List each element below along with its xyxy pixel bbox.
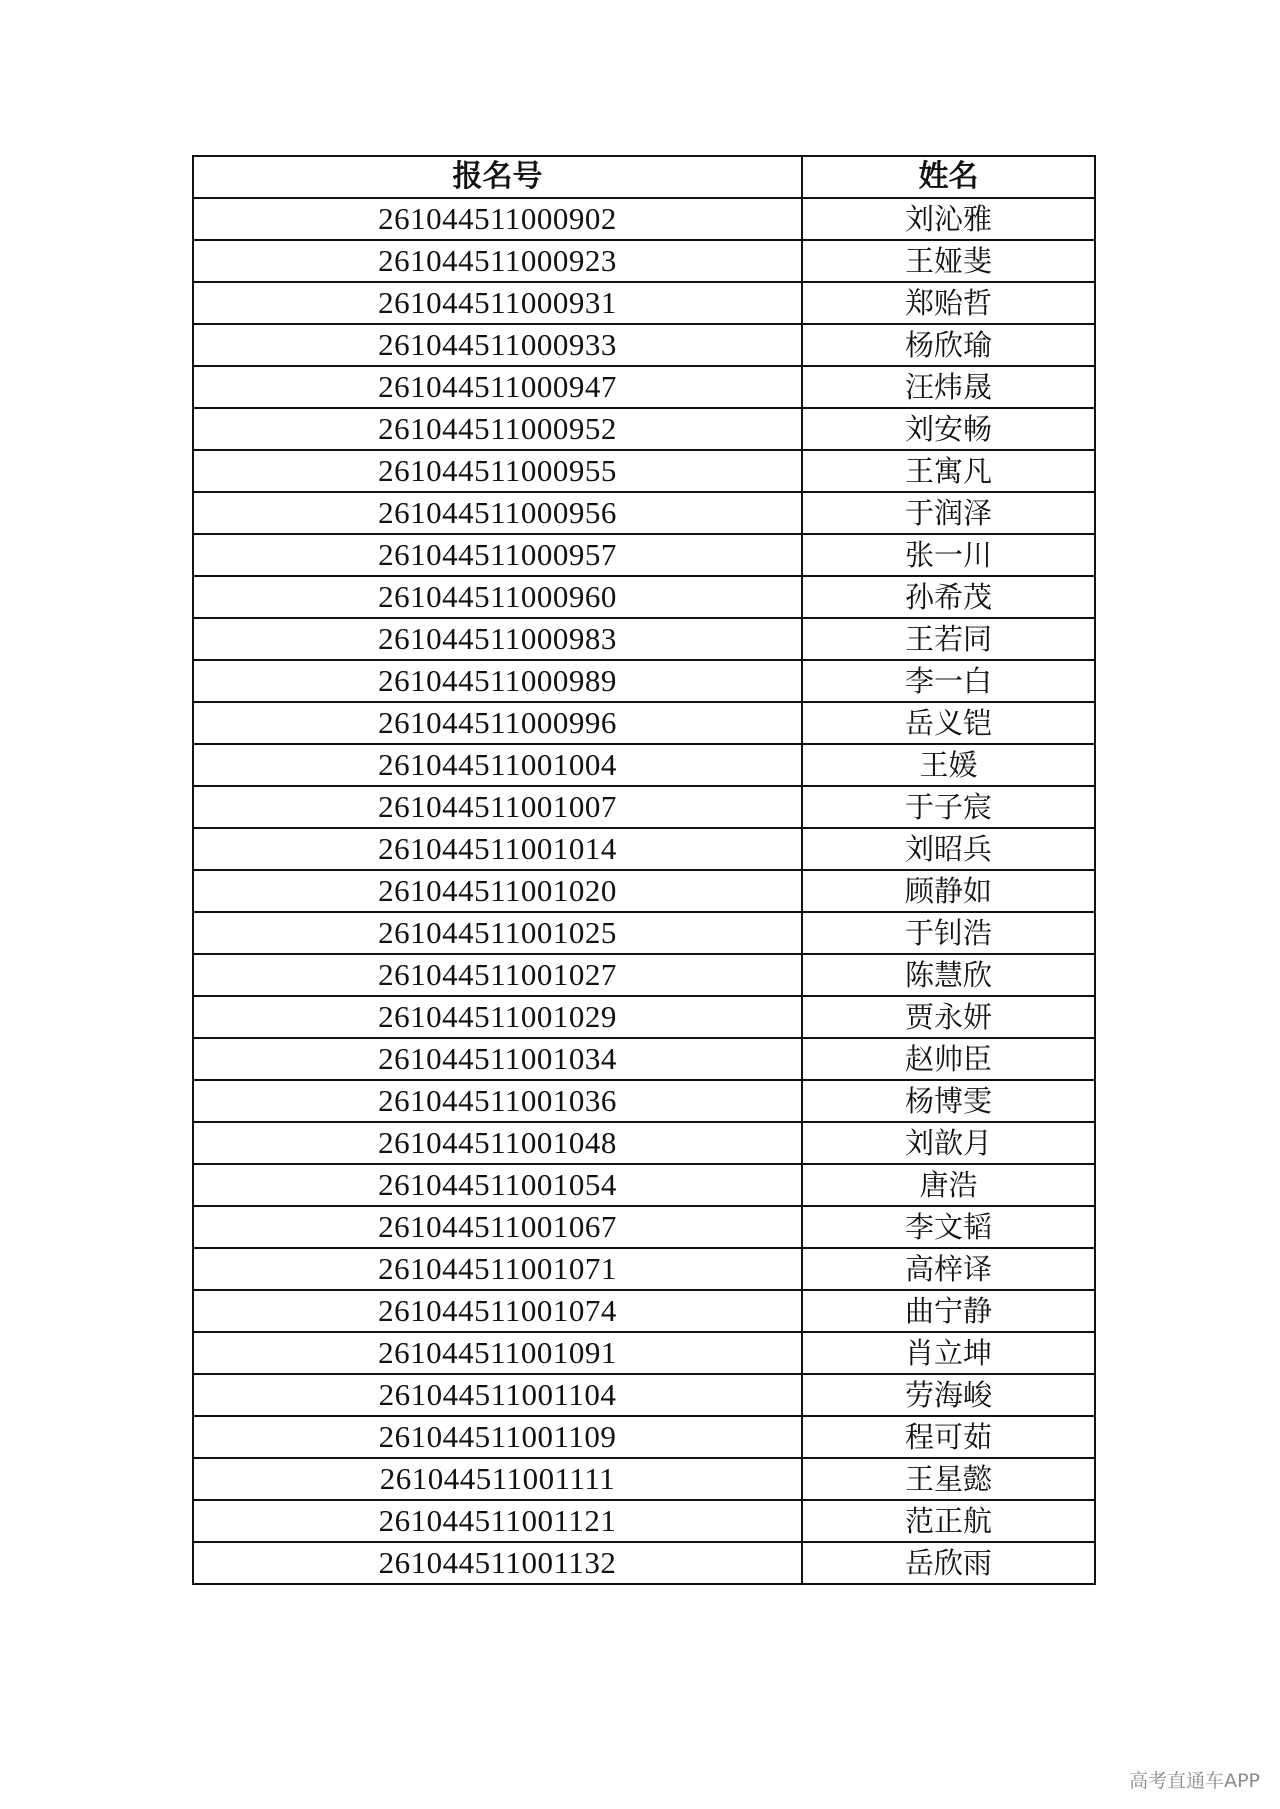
name-cell: 刘沁雅 [802, 198, 1095, 240]
column-header-name: 姓名 [802, 156, 1095, 198]
table-row [193, 492, 1095, 534]
table-row [193, 1374, 1095, 1416]
table-row [193, 1332, 1095, 1374]
name-cell: 顾静如 [802, 870, 1095, 912]
registration-number-cell: 261044511001036 [193, 1080, 802, 1122]
registration-number-cell: 261044511001014 [193, 828, 802, 870]
name-cell: 刘歆月 [802, 1122, 1095, 1164]
registration-number-cell: 261044511001027 [193, 954, 802, 996]
registration-number-cell: 261044511001025 [193, 912, 802, 954]
registration-number-cell: 261044511001074 [193, 1290, 802, 1332]
registration-table [192, 155, 1096, 1585]
table-row [193, 534, 1095, 576]
name-cell: 王媛 [802, 744, 1095, 786]
registration-number-cell: 261044511000947 [193, 366, 802, 408]
name-cell: 王若同 [802, 618, 1095, 660]
name-cell: 于钊浩 [802, 912, 1095, 954]
column-header-registration-number: 报名号 [193, 156, 802, 198]
table-row [193, 744, 1095, 786]
registration-number-cell: 261044511000957 [193, 534, 802, 576]
table-body [193, 198, 1095, 1584]
name-cell: 劳海峻 [802, 1374, 1095, 1416]
name-cell: 张一川 [802, 534, 1095, 576]
table-row [193, 1038, 1095, 1080]
name-cell: 岳欣雨 [802, 1542, 1095, 1584]
registration-number-cell: 261044511000902 [193, 198, 802, 240]
registration-number-cell: 261044511001104 [193, 1374, 802, 1416]
name-cell: 郑贻哲 [802, 282, 1095, 324]
registration-number-cell: 261044511001029 [193, 996, 802, 1038]
registration-number-cell: 261044511000923 [193, 240, 802, 282]
registration-number-cell: 261044511000952 [193, 408, 802, 450]
table-row [193, 1122, 1095, 1164]
table-row [193, 912, 1095, 954]
table-row [193, 198, 1095, 240]
table-row [193, 324, 1095, 366]
registration-number-cell: 261044511001109 [193, 1416, 802, 1458]
registration-number-cell: 261044511001071 [193, 1248, 802, 1290]
registration-number-cell: 261044511000931 [193, 282, 802, 324]
registration-number-cell: 261044511001020 [193, 870, 802, 912]
watermark-text: 高考直通车APP [1129, 1770, 1260, 1792]
name-cell: 唐浩 [802, 1164, 1095, 1206]
registration-number-cell: 261044511000955 [193, 450, 802, 492]
name-cell: 杨欣瑜 [802, 324, 1095, 366]
name-cell: 刘安畅 [802, 408, 1095, 450]
registration-number-cell: 261044511001111 [193, 1458, 802, 1500]
name-cell: 高梓译 [802, 1248, 1095, 1290]
table-header-row [193, 156, 1095, 198]
table-row [193, 1458, 1095, 1500]
table-row [193, 1248, 1095, 1290]
name-cell: 曲宁静 [802, 1290, 1095, 1332]
name-cell: 李文韬 [802, 1206, 1095, 1248]
registration-number-cell: 261044511001048 [193, 1122, 802, 1164]
name-cell: 赵帅臣 [802, 1038, 1095, 1080]
name-cell: 王寓凡 [802, 450, 1095, 492]
registration-number-cell: 261044511000960 [193, 576, 802, 618]
table-row [193, 618, 1095, 660]
name-cell: 王娅斐 [802, 240, 1095, 282]
name-cell: 杨博雯 [802, 1080, 1095, 1122]
name-cell: 孙希茂 [802, 576, 1095, 618]
name-cell: 陈慧欣 [802, 954, 1095, 996]
table-row [193, 702, 1095, 744]
table-row [193, 282, 1095, 324]
table-row [193, 1542, 1095, 1584]
registration-number-cell: 261044511001054 [193, 1164, 802, 1206]
registration-number-cell: 261044511001034 [193, 1038, 802, 1080]
registration-number-cell: 261044511000983 [193, 618, 802, 660]
table-row [193, 366, 1095, 408]
table-row [193, 240, 1095, 282]
name-cell: 汪炜晟 [802, 366, 1095, 408]
table-row [193, 1416, 1095, 1458]
table-row [193, 660, 1095, 702]
registration-number-cell: 261044511000996 [193, 702, 802, 744]
table-row [193, 1290, 1095, 1332]
registration-number-cell: 261044511001067 [193, 1206, 802, 1248]
name-cell: 李一白 [802, 660, 1095, 702]
registration-number-cell: 261044511001004 [193, 744, 802, 786]
name-cell: 岳义铠 [802, 702, 1095, 744]
name-cell: 于润泽 [802, 492, 1095, 534]
name-cell: 肖立坤 [802, 1332, 1095, 1374]
name-cell: 王星懿 [802, 1458, 1095, 1500]
registration-number-cell: 261044511000989 [193, 660, 802, 702]
name-cell: 于子宸 [802, 786, 1095, 828]
table-row [193, 1500, 1095, 1542]
registration-number-cell: 261044511000933 [193, 324, 802, 366]
name-cell: 范正航 [802, 1500, 1095, 1542]
table-row [193, 786, 1095, 828]
table-row [193, 870, 1095, 912]
table-row [193, 576, 1095, 618]
table-row [193, 1164, 1095, 1206]
table-row [193, 828, 1095, 870]
table-row [193, 996, 1095, 1038]
name-cell: 程可茹 [802, 1416, 1095, 1458]
name-cell: 刘昭兵 [802, 828, 1095, 870]
registration-number-cell: 261044511001121 [193, 1500, 802, 1542]
name-cell: 贾永妍 [802, 996, 1095, 1038]
registration-number-cell: 261044511001091 [193, 1332, 802, 1374]
table-row [193, 408, 1095, 450]
registration-number-cell: 261044511001132 [193, 1542, 802, 1584]
table-row [193, 450, 1095, 492]
registration-number-cell: 261044511001007 [193, 786, 802, 828]
registration-number-cell: 261044511000956 [193, 492, 802, 534]
table-row [193, 954, 1095, 996]
table-row [193, 1080, 1095, 1122]
table-row [193, 1206, 1095, 1248]
